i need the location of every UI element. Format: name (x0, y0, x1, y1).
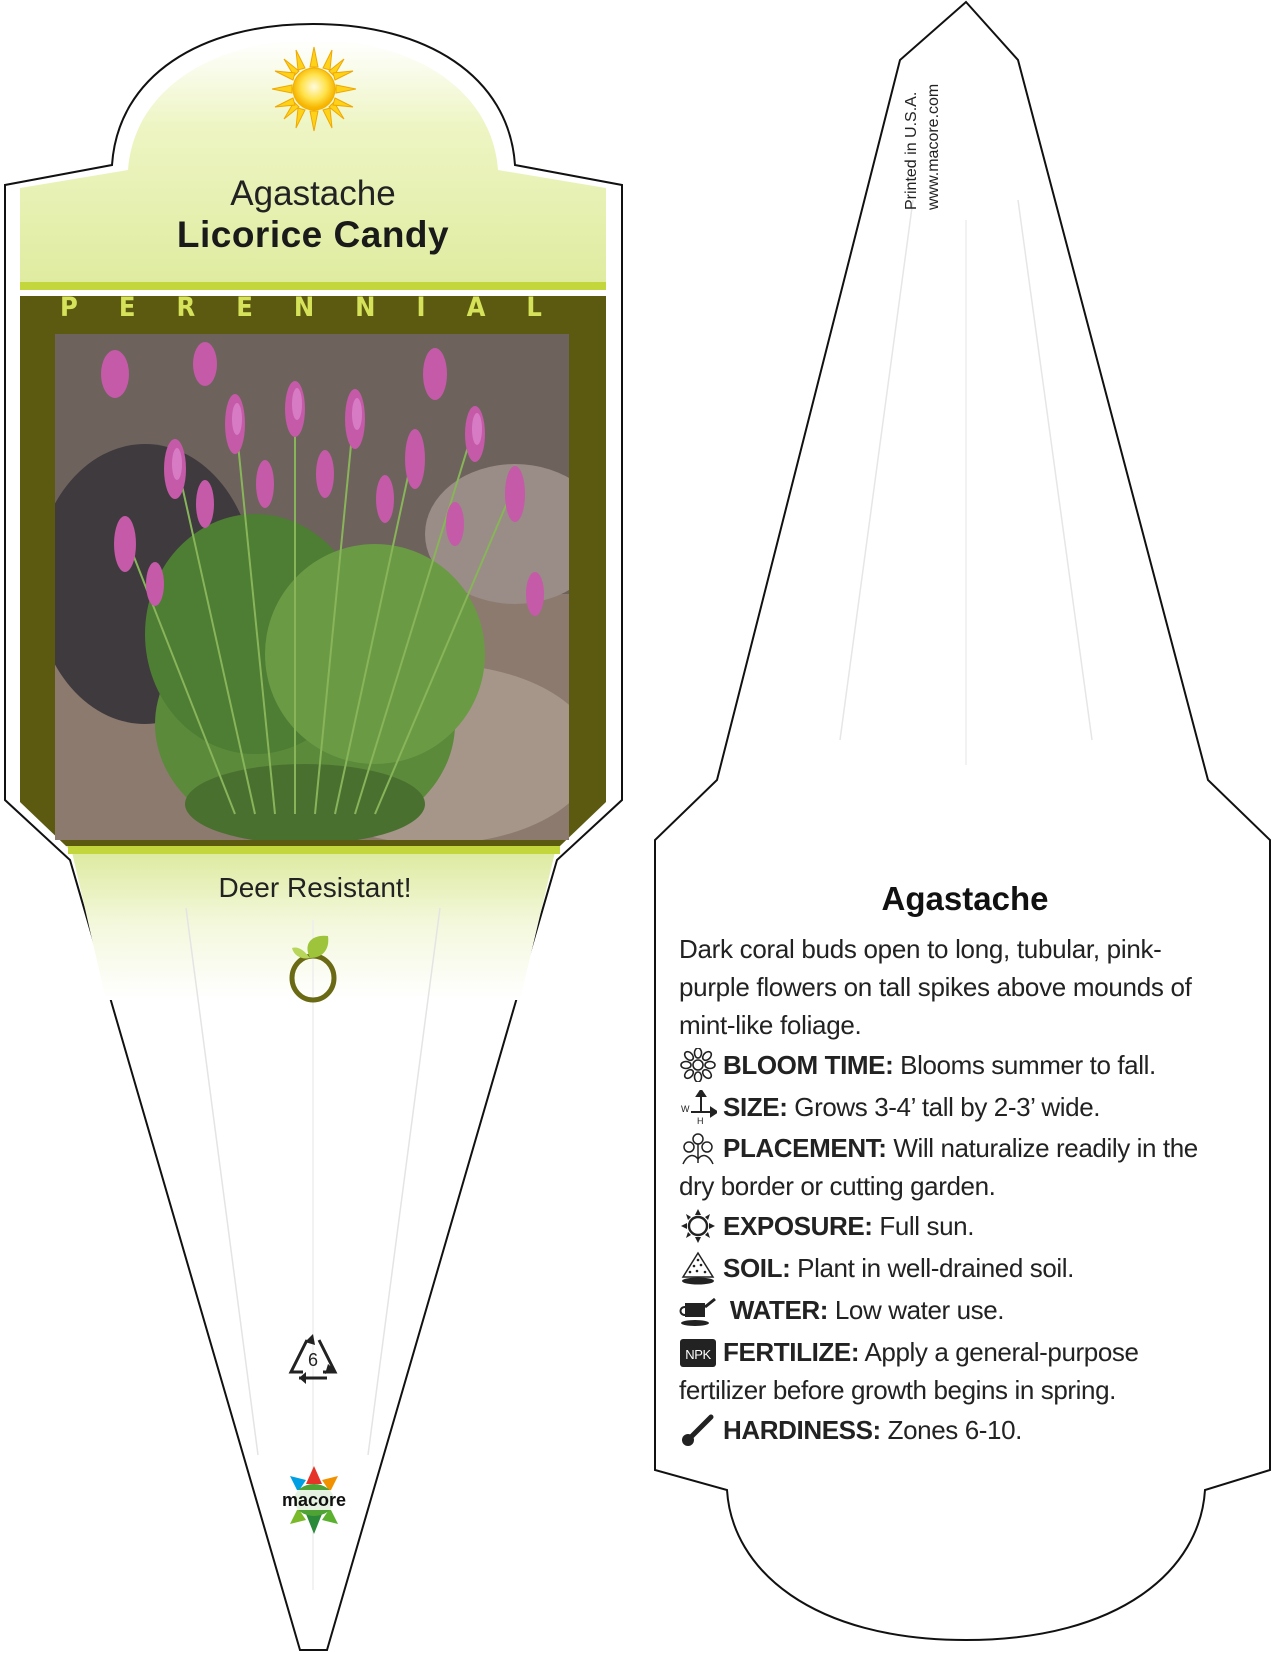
attribute-text: Plant in well-drained soil. (790, 1253, 1074, 1283)
category-letter: L (526, 292, 542, 323)
category-letter: I (416, 292, 426, 323)
website-url: www.macore.com (925, 83, 942, 210)
attribute-bloom-time (679, 1046, 1224, 1084)
size-height-label: H (697, 1116, 704, 1124)
category-letter: R (176, 292, 196, 323)
attribute-text: Low water use. (828, 1295, 1005, 1325)
attribute-fertilize (679, 1333, 1224, 1409)
attribute-text: Grows 3-4’ tall by 2-3’ wide. (787, 1092, 1101, 1122)
attribute-placement (679, 1129, 1224, 1205)
category-letter: E (118, 292, 136, 323)
attribute-text: Full sun. (872, 1211, 975, 1241)
printed-origin: Printed in U.S.A. (903, 91, 920, 210)
back-heading: Agastache (881, 880, 1049, 917)
recycle-number: 6 (307, 1350, 319, 1370)
plant-description: Dark coral buds open to long, tubular, pink-purple flowers on tall spikes above mounds of mint-like foliage. (679, 934, 1192, 1040)
watering-can-icon (679, 1293, 717, 1327)
category-letter: P (60, 292, 78, 323)
attribute-label: WATER: (729, 1295, 829, 1325)
size-width-label: W (681, 1104, 690, 1114)
attribute-exposure (679, 1207, 1224, 1245)
attribute-soil (679, 1249, 1224, 1287)
feature-label: Deer Resistant! (218, 872, 412, 903)
attribute-label: SIZE: (723, 1092, 788, 1122)
attribute-text: Will naturalize readily in the dry border or cutting garden. (679, 1133, 1198, 1201)
attribute-label: FERTILIZE: (723, 1337, 860, 1367)
printed-info (905, 50, 945, 210)
attribute-label: PLACEMENT: (723, 1133, 887, 1163)
attribute-size (679, 1088, 1224, 1126)
category-letter: N (355, 292, 376, 323)
attribute-hardiness (679, 1411, 1224, 1449)
flower-icon (679, 1048, 717, 1082)
attribute-text: Blooms summer to fall. (893, 1050, 1156, 1080)
attribute-label: BLOOM TIME: (723, 1050, 894, 1080)
attribute-label: HARDINESS: (723, 1415, 881, 1445)
attribute-label: EXPOSURE: (723, 1211, 873, 1241)
attribute-water (679, 1291, 1224, 1329)
category-letter: E (236, 292, 253, 323)
npk-icon (679, 1335, 717, 1369)
thermometer-icon (679, 1413, 717, 1447)
category-letter: N (293, 292, 315, 323)
attribute-text: Apply a general-purpose fertilizer before growth begins in spring. (679, 1337, 1139, 1405)
size-arrows-icon (679, 1090, 717, 1124)
soil-icon (679, 1251, 717, 1285)
category-letter: A (466, 292, 486, 323)
brand-logo-text: macore (281, 1490, 347, 1510)
attribute-label: SOIL: (723, 1253, 791, 1283)
plant-genus-title: Agastache (230, 174, 396, 213)
attribute-text: Zones 6-10. (880, 1415, 1022, 1445)
npk-label: NPK (685, 1347, 711, 1362)
plant-group-icon (679, 1131, 717, 1165)
sun-icon (679, 1209, 717, 1243)
plant-variety-title: Licorice Candy (176, 214, 450, 255)
